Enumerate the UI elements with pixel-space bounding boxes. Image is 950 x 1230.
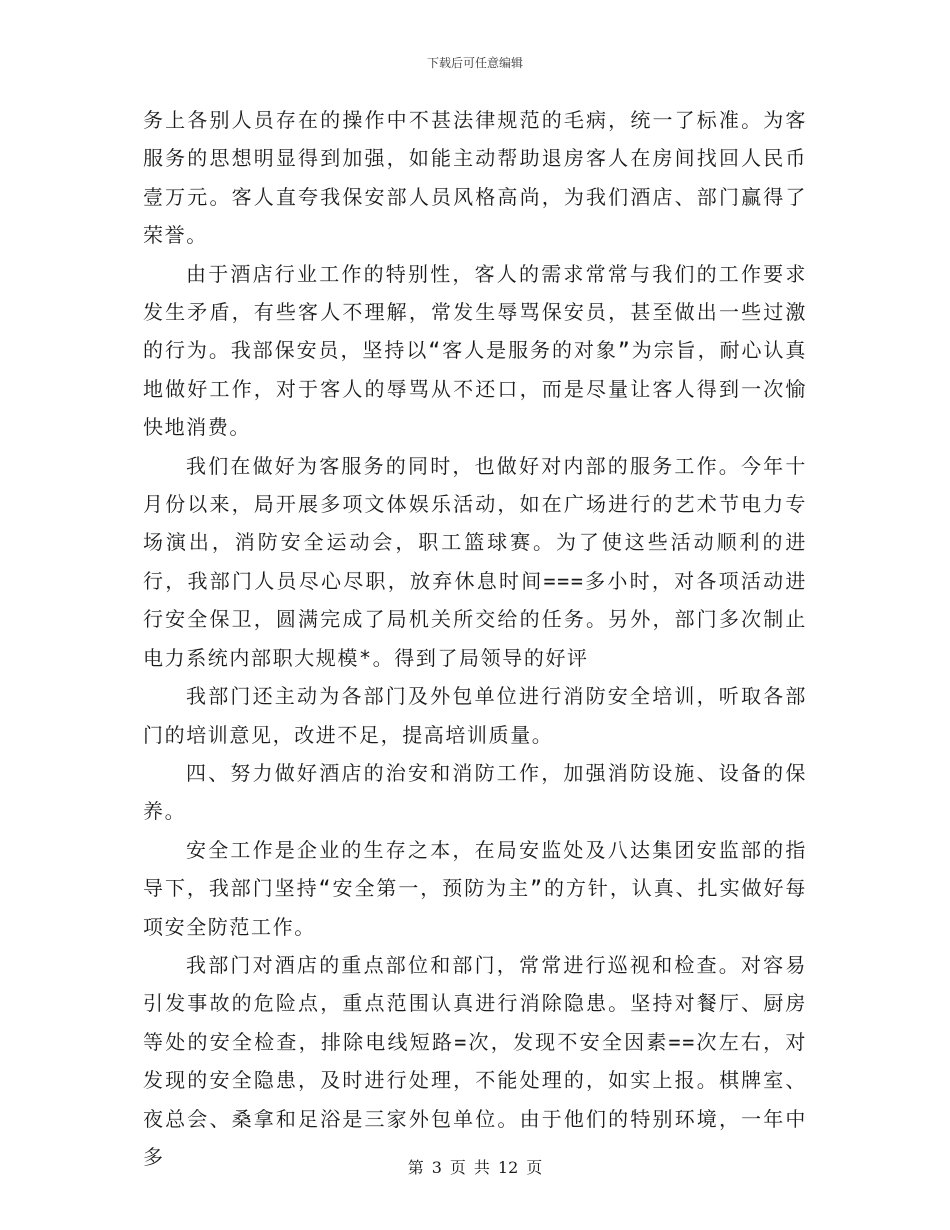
footer-label-unit: 页 [449, 1158, 466, 1177]
total-page-count: 12 [497, 1158, 519, 1177]
paragraph: 安全工作是企业的生存之本，在局安监处及八达集团安监部的指导下，我部门坚持“安全第一，预防为主”的方针，认真、扎实做好每项安全防范工作。 [143, 837, 807, 939]
footer-label-unit-2: 页 [526, 1158, 543, 1177]
footer-label-total: 共 [473, 1158, 490, 1177]
page-header: 下载后可任意编辑 [426, 56, 523, 70]
current-page-number: 3 [431, 1158, 442, 1177]
paragraph: 我部门还主动为各部门及外包单位进行消防安全培训，听取各部门的培训意见，改进不足，提高培训质量。 [143, 684, 807, 747]
paragraph: 我们在做好为客服务的同时，也做好对内部的服务工作。今年十月份以来，局开展多项文体娱乐活动，如在广场进行的艺术节电力专场演出，消防安全运动会，职工篮球赛。为了使这些活动顺利的进行，我部门人员尽心尽职，放弃休息时间===多小时，对各项活动进行安全保卫，圆满完成了局机关所交给的任务。另外，部门多次制止电力系统内部职大规模*。得到了局领导的好评 [143, 453, 807, 670]
paragraph: 务上各别人员存在的操作中不甚法律规范的毛病，统一了标准。为客服务的思想明显得到加强，如能主动帮助退房客人在房间找回人民币壹万元。客人直夸我保安部人员风格高尚，为我们酒店、部门赢得了荣誉。 [143, 108, 807, 248]
document-body [143, 101, 807, 1176]
paragraph: 由于酒店行业工作的特别性，客人的需求常常与我们的工作要求发生矛盾，有些客人不理解，常发生辱骂保安员，甚至做出一些过激的行为。我部保安员，坚持以“客人是服务的对象”为宗旨，耐心认真地做好工作，对于客人的辱骂从不还口，而是尽量让客人得到一次愉快地消费。 [143, 261, 807, 440]
paragraph: 四、努力做好酒店的治安和消防工作，加强消防设施、设备的保养。 [143, 760, 807, 824]
paragraph: 我部门对酒店的重点部位和部门，常常进行巡视和检查。对容易引发事故的危险点，重点范围认真进行消除隐患。坚持对餐厅、厨房等处的安全检查，排除电线短路=次，发现不安全因素==次左右，对发现的安全隐患，及时进行处理，不能处理的，如实上报。棋牌室、夜总会、桑拿和足浴是三家外包单位。由于他们的特别环境，一年中多 [143, 952, 807, 1169]
footer-label-page: 第 [407, 1158, 424, 1177]
page-footer [0, 1155, 950, 1178]
